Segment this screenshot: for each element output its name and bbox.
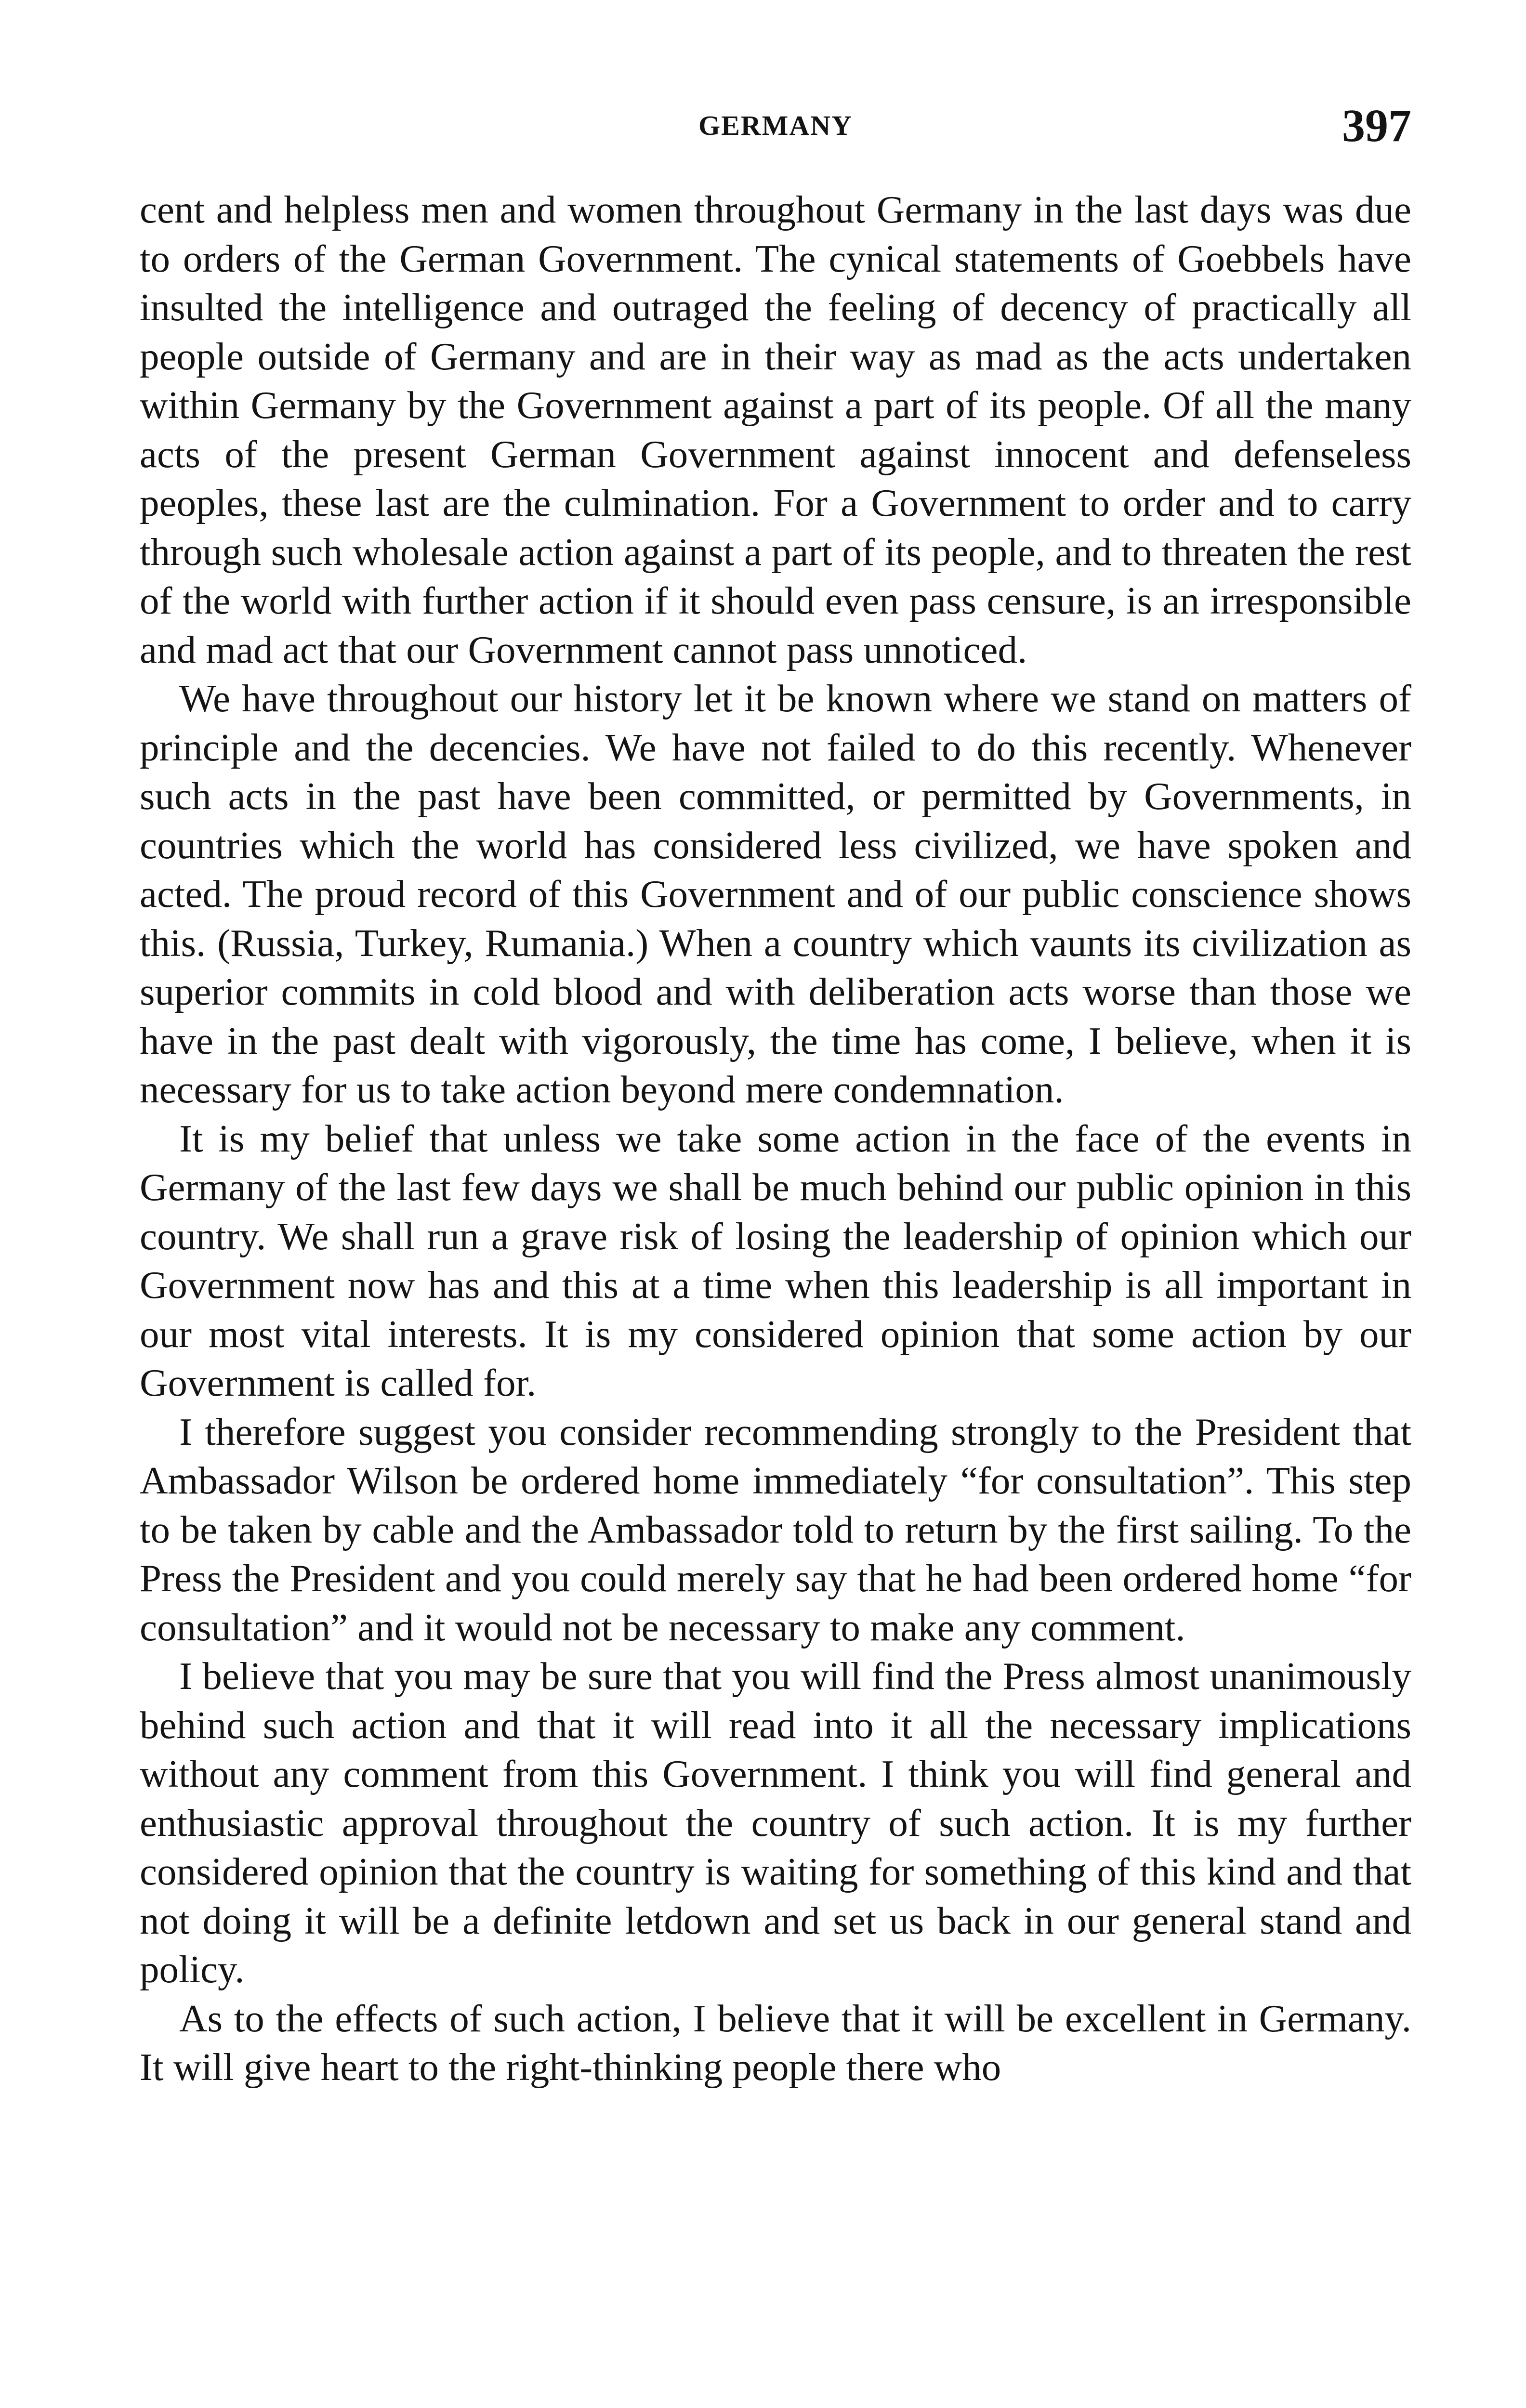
paragraph: We have throughout our history let it be known where we stand on matters of principle and the decencies. We have not failed to do this recently. Whenever such acts in the past have been committed, or permitted by Governments, in countries which the world has considered less civilized, we have spoken and acted. The proud record of this Government and of our public conscience shows this. (Russia, Turkey, Rumania.) When a country which vaunts its civilization as superior commits in cold blood and with deliberation acts worse than those we have in the past dealt with vigorously, the time has come, I believe, when it is necessary for us to take action beyond mere condemnation. xyxy=(140,677,1411,1111)
running-title: GERMANY xyxy=(698,110,853,141)
body-text xyxy=(140,185,1411,2092)
paragraph: cent and helpless men and women throughout Germany in the last days was due to orders of the German Government. The cynical statements of Goebbels have insulted the intelligence and outraged the feeling of decency of practically all people outside of Germany and are in their way as mad as the acts undertaken within Germany by the Government against a part of its people. Of all the many acts of the present German Government against innocent and defenseless peoples, these last are the culmination. For a Government to order and to carry through such wholesale action against a part of its people, and to threaten the rest of the world with further action if it should even pass censure, is an irresponsible and mad act that our Government cannot pass unnoticed. xyxy=(140,188,1411,671)
running-head xyxy=(140,99,1411,152)
paragraph: I therefore suggest you consider recommending strongly to the President that Ambassador Wilson be ordered home immediately “for consultation”. This step to be taken by cable and the Ambassador told to return by the first sailing. To the Press the President and you could merely say that he had been ordered home “for consultation” and it would not be necessary to make any comment. xyxy=(140,1410,1411,1649)
paragraph: I believe that you may be sure that you will find the Press almost unanimously behind such action and that it will read into it all the necessary implications without any comment from this Government. I think you will find general and enthusiastic approval throughout the country of such action. It is my further considered opinion that the country is waiting for something of this kind and that not doing it will be a definite letdown and set us back in our general stand and policy. xyxy=(140,1654,1411,1991)
paragraph: As to the effects of such action, I believe that it will be excellent in Germany. It will give heart to the right-thinking people there who xyxy=(140,1996,1411,2089)
paragraph: It is my belief that unless we take some action in the face of the events in Germany of the last few days we shall be much behind our public opinion in this country. We shall run a grave risk of losing the leadership of opinion which our Government now has and this at a time when this leadership is all important in our most vital interests. It is my considered opinion that some action by our Government is called for. xyxy=(140,1116,1411,1404)
page-number: 397 xyxy=(1342,100,1411,151)
